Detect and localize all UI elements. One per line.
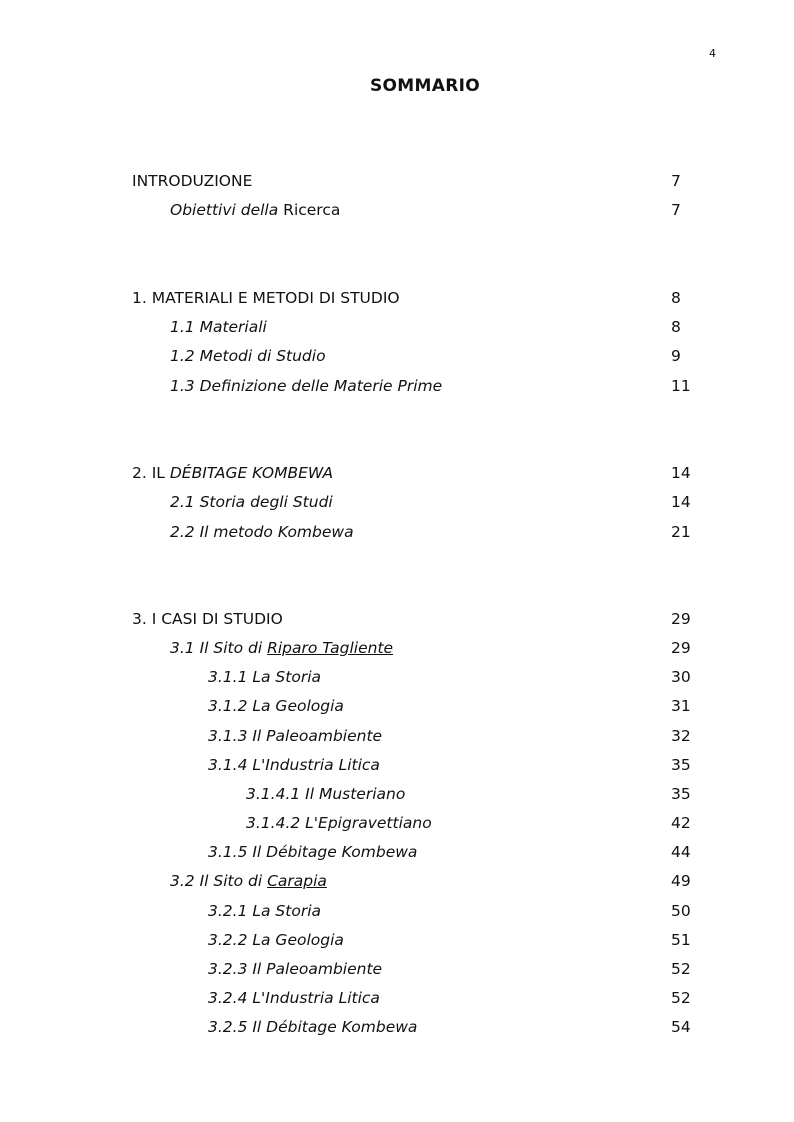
toc-entry-page: 50 bbox=[671, 902, 691, 920]
toc-entry-page: 11 bbox=[671, 377, 691, 395]
toc-entry-label: 1.1 Materiali bbox=[170, 318, 267, 336]
toc-entry-label: 3.1.4.1 Il Musteriano bbox=[246, 785, 406, 803]
toc-entry-label: 2.1 Storia degli Studi bbox=[170, 493, 333, 511]
toc-entry-page: 44 bbox=[671, 843, 691, 861]
toc-entry[interactable] bbox=[0, 785, 794, 807]
toc-entry-label: 3.2.3 Il Paleoambiente bbox=[208, 960, 383, 978]
toc-entry-label: 3.2.1 La Storia bbox=[208, 902, 322, 920]
toc-entry-page: 29 bbox=[671, 610, 691, 628]
toc-entry-page: 52 bbox=[671, 960, 691, 978]
toc-entry-label: 1. MATERIALI E METODI DI STUDIO bbox=[132, 289, 400, 307]
toc-entry-page: 29 bbox=[671, 639, 691, 657]
toc-entry[interactable] bbox=[0, 347, 794, 369]
toc-entry[interactable] bbox=[0, 639, 794, 661]
toc-entry-label: 2. IL DÉBITAGE KOMBEWA bbox=[132, 464, 334, 482]
toc-entry-page: 51 bbox=[671, 931, 691, 949]
toc-entry-page: 14 bbox=[671, 493, 691, 511]
toc-entry-label: INTRODUZIONE bbox=[132, 172, 253, 190]
toc-entry-label: 3.1.3 Il Paleoambiente bbox=[208, 727, 383, 745]
toc-entry[interactable] bbox=[0, 756, 794, 778]
toc-entry-label: 3.1.1 La Storia bbox=[208, 668, 322, 686]
toc-entry[interactable] bbox=[0, 989, 794, 1011]
toc-entry-page: 21 bbox=[671, 523, 691, 541]
toc-entry-page: 8 bbox=[671, 289, 681, 307]
toc-entry-label: 3.1.5 Il Débitage Kombewa bbox=[208, 843, 418, 861]
toc-entry[interactable] bbox=[0, 318, 794, 340]
toc-entry[interactable] bbox=[0, 377, 794, 399]
toc-entry[interactable] bbox=[0, 697, 794, 719]
toc-entry-label: 3.2 Il Sito di Carapia bbox=[170, 872, 327, 890]
toc-entry-label: 1.2 Metodi di Studio bbox=[170, 347, 326, 365]
toc-entry[interactable] bbox=[0, 493, 794, 515]
toc-entry-label: 3.1.4 L'Industria Litica bbox=[208, 756, 380, 774]
toc-entry-label: 3.1.4.2 L'Epigravettiano bbox=[246, 814, 432, 832]
toc-entry[interactable] bbox=[0, 727, 794, 749]
toc-entry-page: 54 bbox=[671, 1018, 691, 1036]
toc-entry-page: 42 bbox=[671, 814, 691, 832]
toc-entry[interactable] bbox=[0, 172, 794, 194]
toc-entry-page: 52 bbox=[671, 989, 691, 1007]
toc-entry-page: 32 bbox=[671, 727, 691, 745]
toc-entry[interactable] bbox=[0, 610, 794, 632]
toc-entry-page: 35 bbox=[671, 785, 691, 803]
toc-entry-page: 31 bbox=[671, 697, 691, 715]
page-title: SOMMARIO bbox=[370, 76, 480, 96]
toc-entry-page: 35 bbox=[671, 756, 691, 774]
toc-entry[interactable] bbox=[0, 1018, 794, 1040]
toc-entry-page: 7 bbox=[671, 172, 681, 190]
toc-entry-page: 30 bbox=[671, 668, 691, 686]
toc-entry-label: Obiettivi della Ricerca bbox=[170, 201, 341, 219]
toc-entry-page: 7 bbox=[671, 201, 681, 219]
toc-entry-label: 3.2.5 Il Débitage Kombewa bbox=[208, 1018, 418, 1036]
toc-entry-page: 9 bbox=[671, 347, 681, 365]
toc-entry-page: 49 bbox=[671, 872, 691, 890]
toc-entry[interactable] bbox=[0, 960, 794, 982]
toc-entry[interactable] bbox=[0, 872, 794, 894]
toc-entry[interactable] bbox=[0, 843, 794, 865]
toc-entry[interactable] bbox=[0, 931, 794, 953]
toc-entry[interactable] bbox=[0, 668, 794, 690]
toc-entry-label: 3.1 Il Sito di Riparo Tagliente bbox=[170, 639, 394, 657]
toc-entry-label: 2.2 Il metodo Kombewa bbox=[170, 523, 354, 541]
toc-entry-page: 14 bbox=[671, 464, 691, 482]
toc-entry[interactable] bbox=[0, 902, 794, 924]
page-number: 4 bbox=[709, 47, 716, 60]
toc-entry-page: 8 bbox=[671, 318, 681, 336]
toc-entry-label: 3.2.4 L'Industria Litica bbox=[208, 989, 380, 1007]
toc-entry[interactable] bbox=[0, 201, 794, 223]
toc-entry-label: 3. I CASI DI STUDIO bbox=[132, 610, 283, 628]
toc-entry[interactable] bbox=[0, 523, 794, 545]
toc-entry[interactable] bbox=[0, 814, 794, 836]
toc-entry-label: 3.1.2 La Geologia bbox=[208, 697, 344, 715]
toc-entry-label: 1.3 Definizione delle Materie Prime bbox=[170, 377, 443, 395]
toc-entry[interactable] bbox=[0, 289, 794, 311]
toc-entry[interactable] bbox=[0, 464, 794, 486]
toc-entry-label: 3.2.2 La Geologia bbox=[208, 931, 344, 949]
